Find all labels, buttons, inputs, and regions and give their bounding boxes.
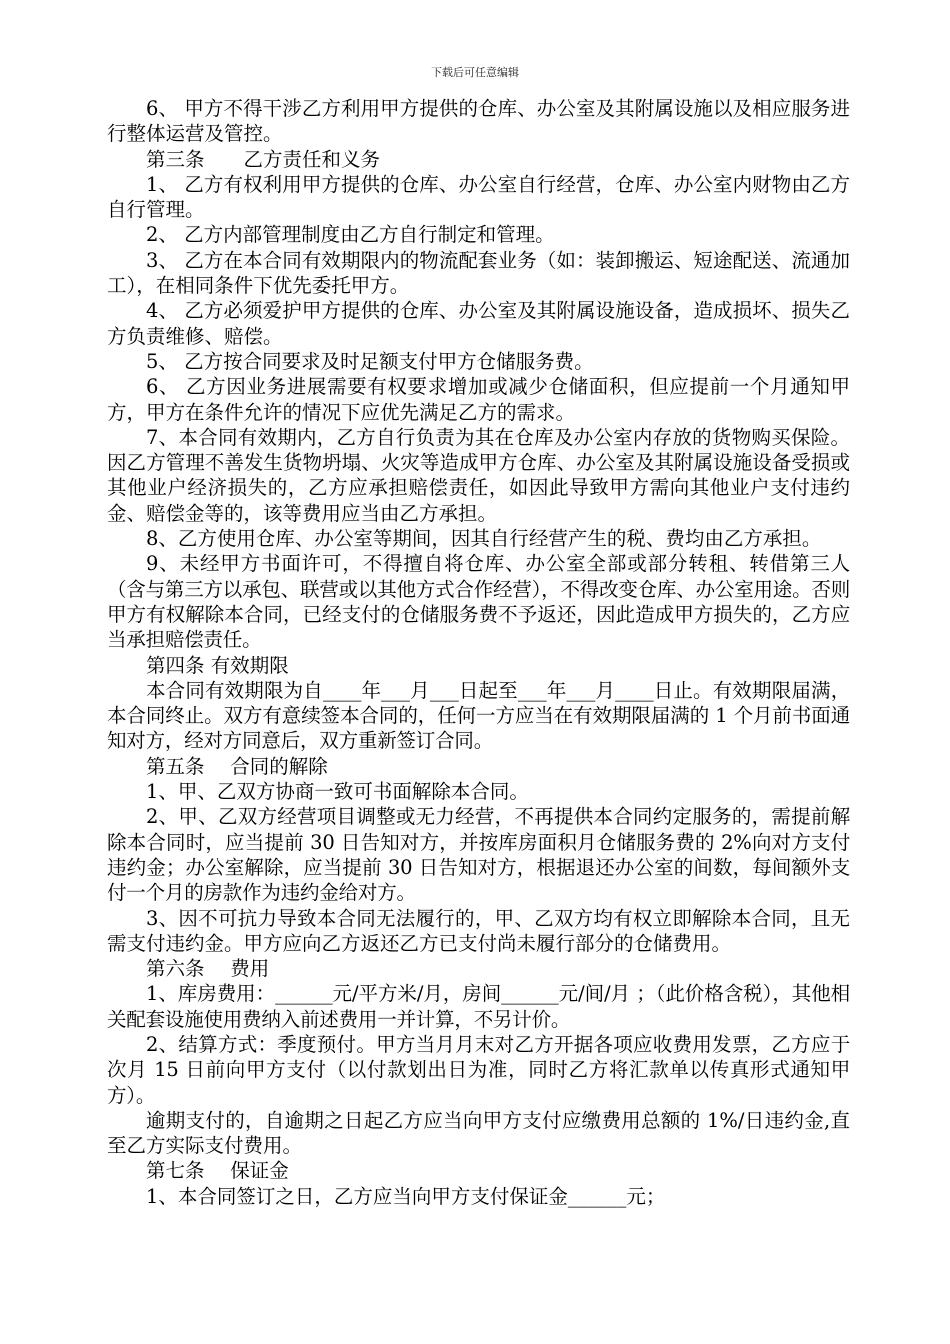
paragraph-clause-7-1: 1、本合同签订之日，乙方应当向甲方支付保证金______元； <box>146 1184 666 1208</box>
paragraph-clause-5-1: 1、甲、乙双方协商一致可书面解除本合同。 <box>146 780 529 804</box>
paragraph-clause-3-6: 6、 乙方因业务进展需要有权要求增加或减少仓储面积，但应提前一个月通知甲方，甲方在条件允许的情况下应优先满足乙方的需求。 <box>107 375 850 424</box>
paragraph-validity-period: 本合同有效期限为自____年___月___日起至___年___月____日止。有效期限届满，本合同终止。双方有意续签本合同的，任何一方应当在有效期限届满的 1 个月前书面通知对方，经对方同意后，双方重新签订合同。 <box>107 678 850 753</box>
paragraph-clause-3-7: 7、本合同有效期内，乙方自行负责为其在仓库及办公室内存放的货物购买保险。因乙方管理不善发生货物坍塌、火灾等造成甲方仓库、办公室及其附属设施设备受损或其他业户经济损失的，乙方应承担赔偿责任，如因此导致甲方需向其他业户支付违约金、赔偿金等的，该等费用应当由乙方承担。 <box>107 425 850 525</box>
section-heading-article-4: 第四条 有效期限 <box>146 653 289 677</box>
paragraph-clause-3-2: 2、 乙方内部管理制度由乙方自行制定和管理。 <box>146 223 555 247</box>
section-heading-article-5: 第五条 合同的解除 <box>146 754 328 778</box>
paragraph-clause-3-9: 9、未经甲方书面许可，不得擅自将仓库、办公室全部或部分转租、转借第三人（含与第三方以承包、联营或以其他方式合作经营），不得改变仓库、办公室用途。否则甲方有权解除本合同，已经支付的仓储服务费不予返还，因此造成甲方损失的，乙方应当承担赔偿责任。 <box>107 552 850 652</box>
paragraph-late-payment: 逾期支付的，自逾期之日起乙方应当向甲方支付应缴费用总额的 1%/日违约金,直至乙方实际支付费用。 <box>107 1108 850 1158</box>
document-body <box>107 96 850 1209</box>
paragraph-clause-5-2: 2、甲、乙双方经营项目调整或无力经营，不再提供本合同约定服务的，需提前解除本合同时，应当提前 30 日告知对方，并按库房面积月仓储服务费的 2%向对方支付违约金；办公室解除，应当提前 30 日告知对方，根据退还办公室的间数，每间额外支付一个月的房款作为违约金给对方。 <box>107 805 850 905</box>
paragraph-clause-2-6: 6、 甲方不得干涉乙方利用甲方提供的仓库、办公室及其附属设施以及相应服务进行整体运营及管控。 <box>107 97 850 146</box>
paragraph-clause-6-1: 1、库房费用：______元/平方米/月，房间______元/间/月 ；（此价格含税），其他相关配套设施使用费纳入前述费用一并计算，不另计价。 <box>107 982 850 1031</box>
paragraph-clause-3-8: 8、乙方使用仓库、办公室等期间，因其自行经营产生的税、费均由乙方承担。 <box>146 527 822 551</box>
page-header: 下载后可任意编辑 <box>431 66 519 79</box>
paragraph-clause-3-5: 5、 乙方按合同要求及时足额支付甲方仓储服务费。 <box>146 349 594 373</box>
paragraph-clause-3-3: 3、 乙方在本合同有效期限内的物流配套业务（如：装卸搬运、短途配送、流通加工），在相同条件下优先委托甲方。 <box>107 248 850 298</box>
paragraph-clause-3-1: 1、 乙方有权利用甲方提供的仓库、办公室自行经营，仓库、办公室内财物由乙方自行管理。 <box>107 172 850 222</box>
section-heading-article-3: 第三条 乙方责任和义务 <box>146 147 381 171</box>
paragraph-clause-5-3: 3、因不可抗力导致本合同无法履行的，甲、乙双方均有权立即解除本合同，且无需支付违约金。甲方应向乙方返还乙方已支付尚未履行部分的仓储费用。 <box>107 906 850 955</box>
paragraph-clause-3-4: 4、 乙方必须爱护甲方提供的仓库、办公室及其附属设施设备，造成损坏、损失乙方负责维修、赔偿。 <box>107 299 850 348</box>
section-heading-article-6: 第六条 费用 <box>146 957 270 981</box>
paragraph-clause-6-2: 2、结算方式：季度预付。甲方当月月末对乙方开据各项应收费用发票，乙方应于次月 15 日前向甲方支付（以付款划出日为准，同时乙方将汇款单以传真形式通知甲方）。 <box>107 1032 850 1107</box>
section-heading-article-7: 第七条 保证金 <box>146 1159 289 1183</box>
